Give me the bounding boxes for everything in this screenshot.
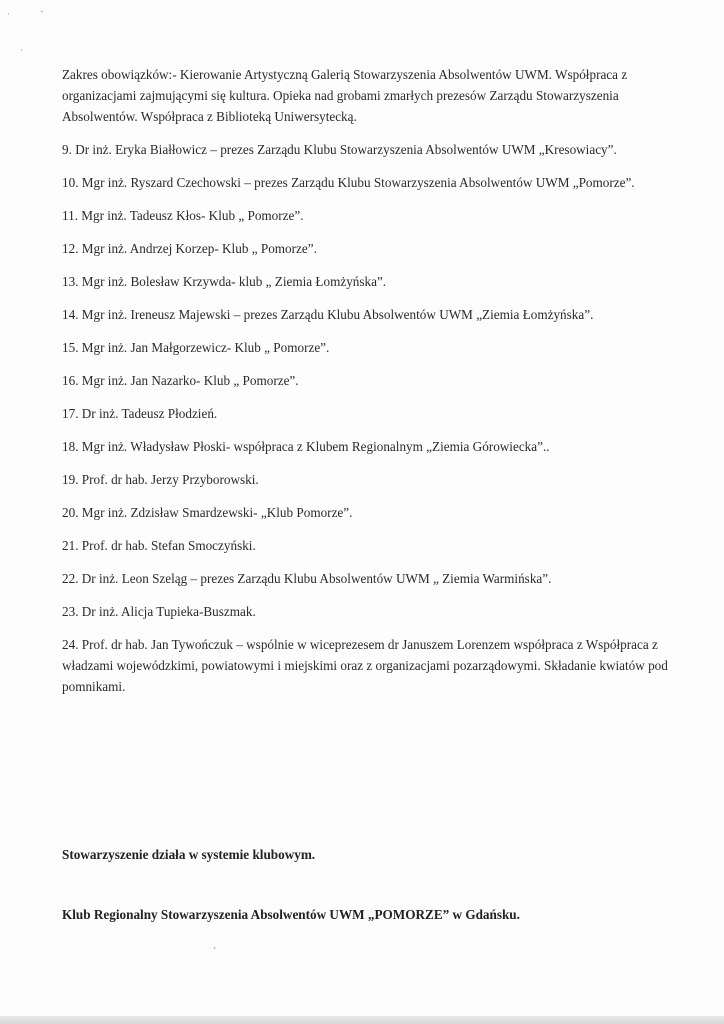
list-item: 20. Mgr inż. Zdzisław Smardzewski- „Klub Pomorze”.	[62, 505, 353, 520]
list-item: 11. Mgr inż. Tadeusz Kłos- Klub „ Pomorze”.	[62, 208, 304, 223]
document-body	[62, 64, 674, 709]
closing-statement: Stowarzyszenie działa w systemie klubowym.	[62, 847, 316, 862]
list-item: 21. Prof. dr hab. Stefan Smoczyński.	[62, 538, 256, 553]
list-item: 12. Mgr inż. Andrzej Korzep- Klub „ Pomorze”.	[62, 241, 317, 256]
intro-paragraph: Zakres obowiązków:- Kierowanie Artystyczną Galerią Stowarzyszenia Absolwentów UWM. Współpraca z organizacjami zajmującymi się kultura. Opieka nad grobami zmarłych prezesów Zarządu Stowarzyszenia Absolwentów. Współpraca z Biblioteką Uniwersytecką.	[62, 67, 628, 124]
scan-speck: ·	[7, 9, 10, 19]
list-item: 23. Dr inż. Alicja Tupieka-Buszmak.	[62, 604, 256, 619]
list-item: 24. Prof. dr hab. Jan Tywończuk – wspólnie w wiceprezesem dr Januszem Lorenzem współpraca z Współpraca z władzami wojewódzkimi, powiatowymi i miejskimi oraz z organizacjami pozarządowymi. Składanie kwiatów pod pomnikami.	[62, 637, 668, 694]
list-item: 17. Dr inż. Tadeusz Płodzień.	[62, 406, 218, 421]
list-item: 15. Mgr inż. Jan Małgorzewicz- Klub „ Pomorze”.	[62, 340, 330, 355]
list-item: 22. Dr inż. Leon Szeląg – prezes Zarządu Klubu Absolwentów UWM „ Ziemia Warmińska”.	[62, 571, 552, 586]
scan-speck: ˎ	[40, 0, 44, 13]
scan-edge	[0, 1016, 724, 1024]
list-item: 18. Mgr inż. Władysław Płoski- współpraca z Klubem Regionalnym „Ziemia Górowiecka”..	[62, 439, 550, 454]
scan-speck: ˋ	[213, 947, 217, 958]
list-item: 13. Mgr inż. Bolesław Krzywda- klub „ Ziemia Łomżyńska”.	[62, 274, 387, 289]
list-item: 19. Prof. dr hab. Jerzy Przyborowski.	[62, 472, 259, 487]
club-heading: Klub Regionalny Stowarzyszenia Absolwentów UWM „POMORZE” w Gdańsku.	[62, 907, 520, 922]
list-item: 14. Mgr inż. Ireneusz Majewski – prezes Zarządu Klubu Absolwentów UWM „Ziemia Łomżyńska”.	[62, 307, 594, 322]
list-item: 9. Dr inż. Eryka Białłowicz – prezes Zarządu Klubu Stowarzyszenia Absolwentów UWM „Kresowiacy”.	[62, 142, 617, 157]
scan-speck: ·	[20, 45, 23, 55]
list-item: 16. Mgr inż. Jan Nazarko- Klub „ Pomorze”.	[62, 373, 299, 388]
list-item: 10. Mgr inż. Ryszard Czechowski – prezes Zarządu Klubu Stowarzyszenia Absolwentów UWM „Pomorze”.	[62, 175, 635, 190]
